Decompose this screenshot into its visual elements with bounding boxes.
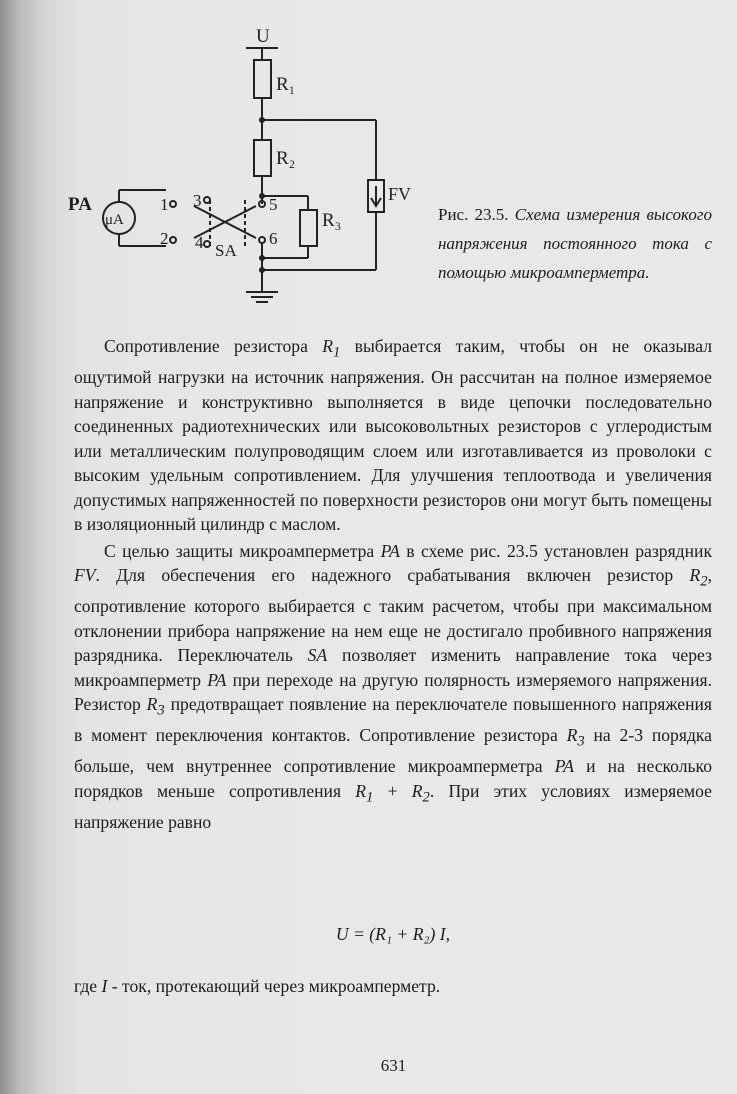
switch-contact-1 bbox=[170, 201, 176, 207]
circuit-diagram bbox=[60, 20, 440, 310]
junction-dot bbox=[259, 267, 265, 273]
switch-contact-4 bbox=[204, 241, 210, 247]
text-run: в схеме рис. 23.5 установлен разрядник bbox=[399, 540, 712, 561]
text-run: , сопротивление которого выбирается с таким расчетом, чтобы при максимальном отклонении прибора напряжение на нем еще не достигало пробивного напряжения разрядника. Переключатель bbox=[74, 565, 712, 666]
symbol-r1 bbox=[355, 780, 374, 806]
label-u: U bbox=[256, 26, 270, 47]
text-run: где bbox=[74, 976, 102, 996]
subscript: 3 bbox=[577, 733, 585, 750]
symbol-r1 bbox=[322, 336, 341, 361]
caption-number: Рис. 23.5. bbox=[438, 205, 509, 224]
symbol-pa: PA bbox=[380, 540, 400, 561]
symbol-letter: R bbox=[355, 780, 367, 801]
label-pa: PA bbox=[68, 194, 92, 215]
junction-dot bbox=[259, 117, 265, 123]
label-r1: R₁ bbox=[276, 74, 296, 95]
symbol-sa: SA bbox=[307, 645, 328, 666]
junction-dot bbox=[259, 255, 265, 261]
subscript: 3 bbox=[157, 702, 165, 719]
label-r3: R₃ bbox=[322, 210, 342, 231]
symbol-r3 bbox=[146, 694, 165, 719]
body-text bbox=[74, 334, 712, 834]
symbol-r2 bbox=[411, 780, 430, 806]
symbol-i: I bbox=[101, 976, 108, 996]
text-run: и на несколько порядков меньше сопротивления bbox=[74, 756, 713, 801]
label-contact-2: 2 bbox=[160, 229, 169, 248]
subscript: 2 bbox=[422, 789, 430, 806]
subscript: 2 bbox=[700, 573, 708, 590]
plus-sign: + bbox=[373, 780, 412, 801]
text-run: позволяет изменить направление тока через микроамперметр bbox=[74, 645, 713, 690]
formula: U = (R₁ + R₂) I, bbox=[335, 924, 451, 944]
symbol-pa: PA bbox=[207, 669, 227, 690]
symbol-letter: R bbox=[566, 725, 578, 746]
label-contact-5: 5 bbox=[269, 195, 278, 214]
resistor-r1 bbox=[254, 60, 271, 98]
junction-dot bbox=[259, 193, 265, 199]
label-fv: FV bbox=[388, 184, 412, 204]
switch-contact-2 bbox=[170, 237, 176, 243]
switch-contact-6 bbox=[259, 237, 265, 243]
text-run: . Для обеспечения его надежного срабатывания включен резистор bbox=[95, 565, 690, 586]
subscript: 1 bbox=[366, 789, 374, 806]
symbol-letter: R bbox=[146, 694, 158, 715]
label-sa: SA bbox=[215, 241, 237, 260]
text-run: предотвращает появление на переключателе повышенного напряжения в момент переключения контактов. Сопротивление резистора bbox=[74, 694, 712, 746]
text-run: Сопротивление резистора bbox=[104, 336, 323, 356]
formula-explanation bbox=[74, 976, 712, 997]
caption-text: Схема измерения высокого напряжения постоянного тока с помощью микроамперметра. bbox=[438, 205, 712, 282]
page-number: 631 bbox=[380, 1056, 407, 1075]
spark-gap-arrow bbox=[371, 186, 381, 206]
subscript: 1 bbox=[332, 344, 341, 361]
text-run: выбирается таким, чтобы он не оказывал ощутимой нагрузки на источник напряжения. Он рассчитан на полное измеряемое напряжение и конструктивно выполняется в виде цепочки последовательно соединенных радиотехнических или высоковольтных резисторов с углеродистым или металлическим полупроводящим слоем или изготавливается из проволоки с высоким удельным сопротивлением. Для улучшения теплоотвода и увеличения допустимых напряженностей по поверхности резисторов они могут быть помещены в изоляционный цилиндр с маслом. bbox=[74, 336, 712, 535]
resistor-r2 bbox=[254, 140, 271, 176]
paragraph-1 bbox=[74, 334, 712, 537]
symbol-r3 bbox=[566, 725, 585, 750]
symbol-letter: R bbox=[411, 780, 423, 801]
label-r2: R₂ bbox=[276, 148, 296, 169]
symbol-r2 bbox=[689, 565, 708, 590]
text-run: . При этих условиях измеряемое напряжение равно bbox=[74, 780, 712, 832]
symbol-pa: PA bbox=[554, 756, 574, 777]
symbol-letter: R bbox=[322, 336, 333, 356]
text-run: на 2-3 порядка больше, чем внутреннее сопротивление микроамперметра bbox=[74, 725, 712, 777]
label-contact-1: 1 bbox=[160, 195, 169, 214]
text-run: С целью защиты микроамперметра bbox=[104, 540, 381, 561]
label-contact-3: 3 bbox=[193, 191, 202, 210]
figure-caption bbox=[438, 200, 712, 287]
symbol-fv: FV bbox=[74, 565, 96, 586]
paragraph-2 bbox=[74, 539, 712, 835]
label-contact-4: 4 bbox=[195, 233, 204, 252]
resistor-r3 bbox=[300, 210, 317, 246]
label-contact-6: 6 bbox=[269, 229, 278, 248]
label-meter: μA bbox=[105, 212, 124, 228]
switch-contact-3 bbox=[204, 197, 210, 203]
text-run: - ток, протекающий через микроамперметр. bbox=[107, 976, 441, 996]
text-run: при переходе на другую полярность измеряемого напряжения. Резистор bbox=[74, 669, 712, 715]
symbol-letter: R bbox=[689, 565, 701, 586]
